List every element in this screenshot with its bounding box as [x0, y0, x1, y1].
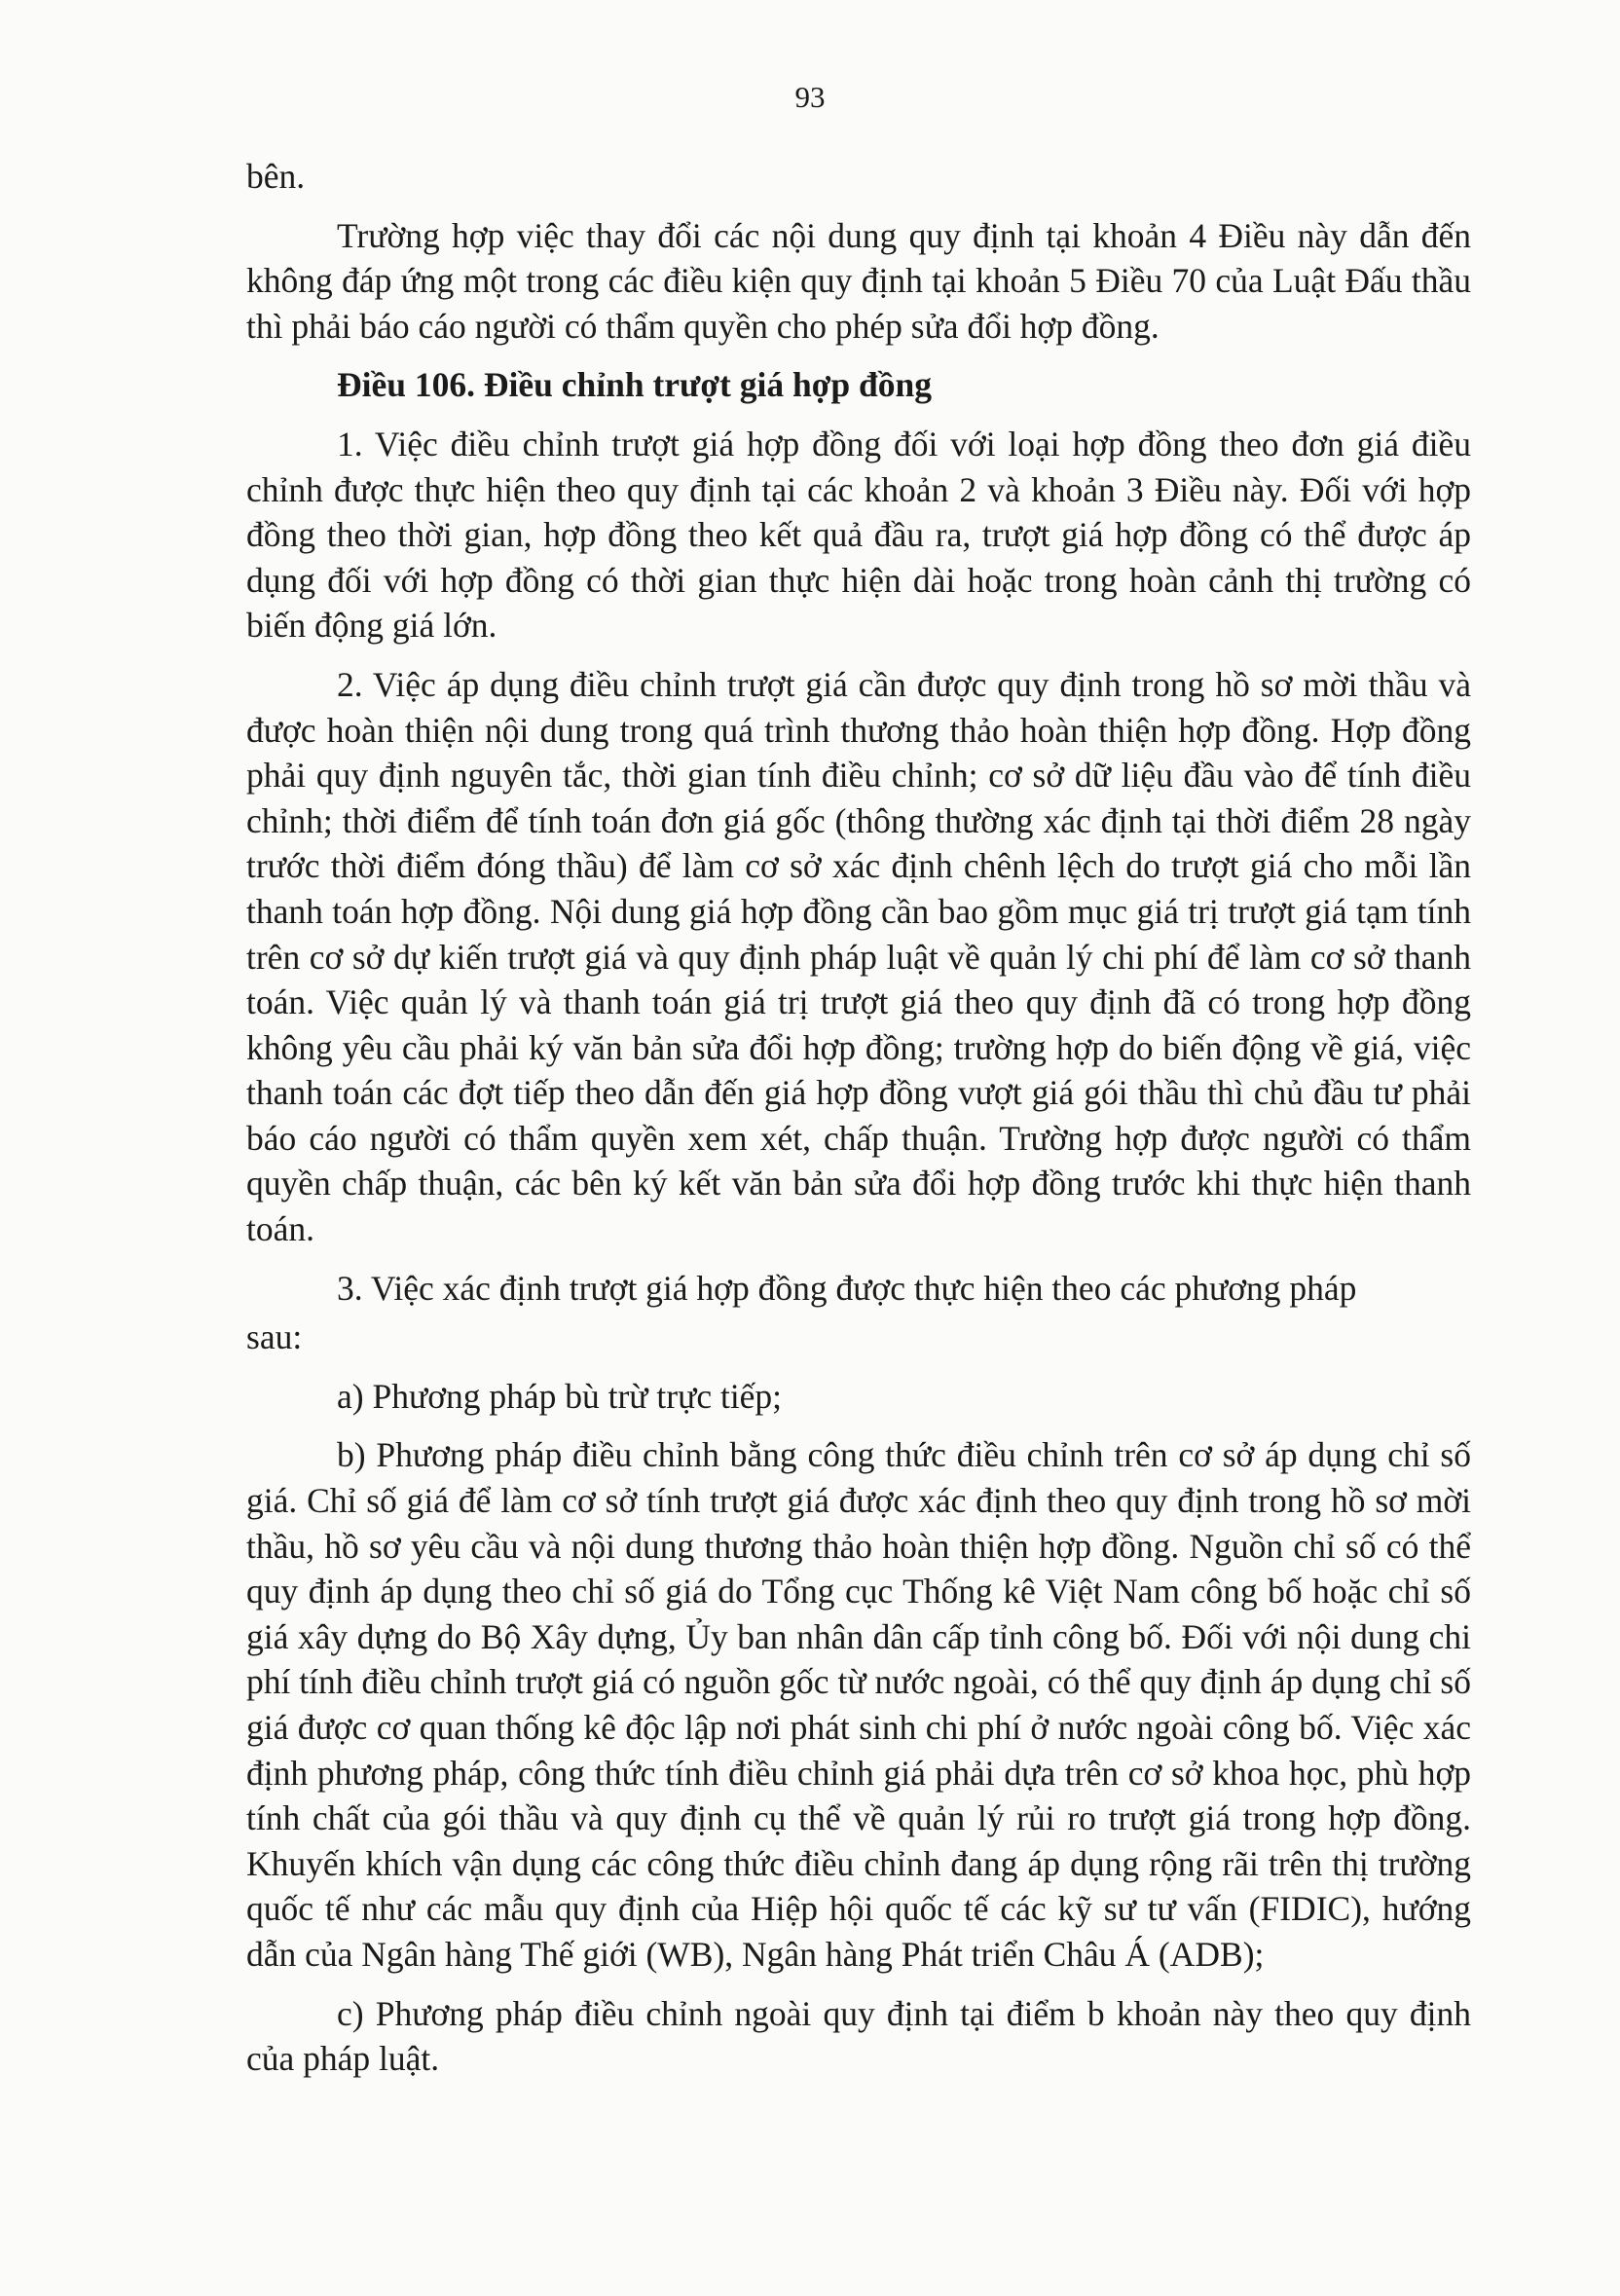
clause-3-point-a: a) Phương pháp bù trừ trực tiếp;: [337, 1376, 783, 1416]
page-number: 93: [794, 80, 826, 114]
paragraph-contract-amendment: Trường hợp việc thay đổi các nội dung quy định tại khoản 4 Điều này dẫn đến không đáp ứng một trong các điều kiện quy định tại khoản 5 Điều 70 của Luật Đấu thầu thì phải báo cáo người có thẩm quyền cho phép sửa đổi hợp đồng.: [246, 215, 1471, 346]
document-body: [246, 154, 1471, 2095]
clause-3-point-b: b) Phương pháp điều chỉnh bằng công thức điều chỉnh trên cơ sở áp dụng chỉ số giá. Chỉ số giá để làm cơ sở tính trượt giá được xác định theo quy định trong hồ sơ mời thầu, hồ sơ yêu cầu và nội dung thương thảo hoàn thiện hợp đồng. Nguồn chỉ số có thể quy định áp dụng theo chỉ số giá do Tổng cục Thống kê Việt Nam công bố hoặc chỉ số giá xây dựng do Bộ Xây dựng, Ủy ban nhân dân cấp tỉnh công bố. Đối với nội dung chi phí tính điều chỉnh trượt giá có nguồn gốc từ nước ngoài, có thể quy định áp dụng chỉ số giá được cơ quan thống kê độc lập nơi phát sinh chi phí ở nước ngoài công bố. Việc xác định phương pháp, công thức tính điều chỉnh giá phải dựa trên cơ sở khoa học, phù hợp tính chất của gói thầu và quy định cụ thể về quản lý rủi ro trượt giá trong hợp đồng. Khuyến khích vận dụng các công thức điều chỉnh đang áp dụng rộng rãi trên thị trường quốc tế như các mẫu quy định của Hiệp hội quốc tế các kỹ sư tư vấn (FIDIC), hướng dẫn của Ngân hàng Thế giới (WB), Ngân hàng Phát triển Châu Á (ADB);: [246, 1435, 1471, 1974]
clause-2: 2. Việc áp dụng điều chỉnh trượt giá cần được quy định trong hồ sơ mời thầu và được hoàn thiện nội dung trong quá trình thương thảo hoàn thiện hợp đồng. Hợp đồng phải quy định nguyên tắc, thời gian tính điều chỉnh; cơ sở dữ liệu đầu vào để tính điều chỉnh; thời điểm để tính toán đơn giá gốc (thông thường xác định tại thời điểm 28 ngày trước thời điểm đóng thầu) để làm cơ sở xác định chênh lệch do trượt giá cho mỗi lần thanh toán hợp đồng. Nội dung giá hợp đồng cần bao gồm mục giá trị trượt giá tạm tính trên cơ sở dự kiến trượt giá và quy định pháp luật về quản lý chi phí để làm cơ sở thanh toán. Việc quản lý và thanh toán giá trị trượt giá theo quy định đã có trong hợp đồng không yêu cầu phải ký văn bản sửa đổi hợp đồng; trường hợp do biến động về giá, việc thanh toán các đợt tiếp theo dẫn đến giá hợp đồng vượt giá gói thầu thì chủ đầu tư phải báo cáo người có thẩm quyền xem xét, chấp thuận. Trường hợp được người có thẩm quyền chấp thuận, các bên ký kết văn bản sửa đổi hợp đồng trước khi thực hiện thanh toán.: [246, 664, 1471, 1249]
paragraph-continuation: bên.: [246, 157, 306, 196]
clause-3-point-c: c) Phương pháp điều chỉnh ngoài quy định tại điểm b khoản này theo quy định của pháp luật.: [246, 1993, 1471, 2079]
clause-1: 1. Việc điều chỉnh trượt giá hợp đồng đối với loại hợp đồng theo đơn giá điều chỉnh được thực hiện theo quy định tại các khoản 2 và khoản 3 Điều này. Đối với hợp đồng theo thời gian, hợp đồng theo kết quả đầu ra, trượt giá hợp đồng có thể được áp dụng đối với hợp đồng có thời gian thực hiện dài hoặc trong hoàn cảnh thị trường có biến động giá lớn.: [246, 424, 1471, 646]
clause-3-intro: 3. Việc xác định trượt giá hợp đồng được thực hiện theo các phương pháp: [337, 1268, 1357, 1308]
article-heading: Điều 106. Điều chỉnh trượt giá hợp đồng: [337, 365, 932, 405]
clause-3-intro-continued: sau:: [246, 1317, 303, 1357]
